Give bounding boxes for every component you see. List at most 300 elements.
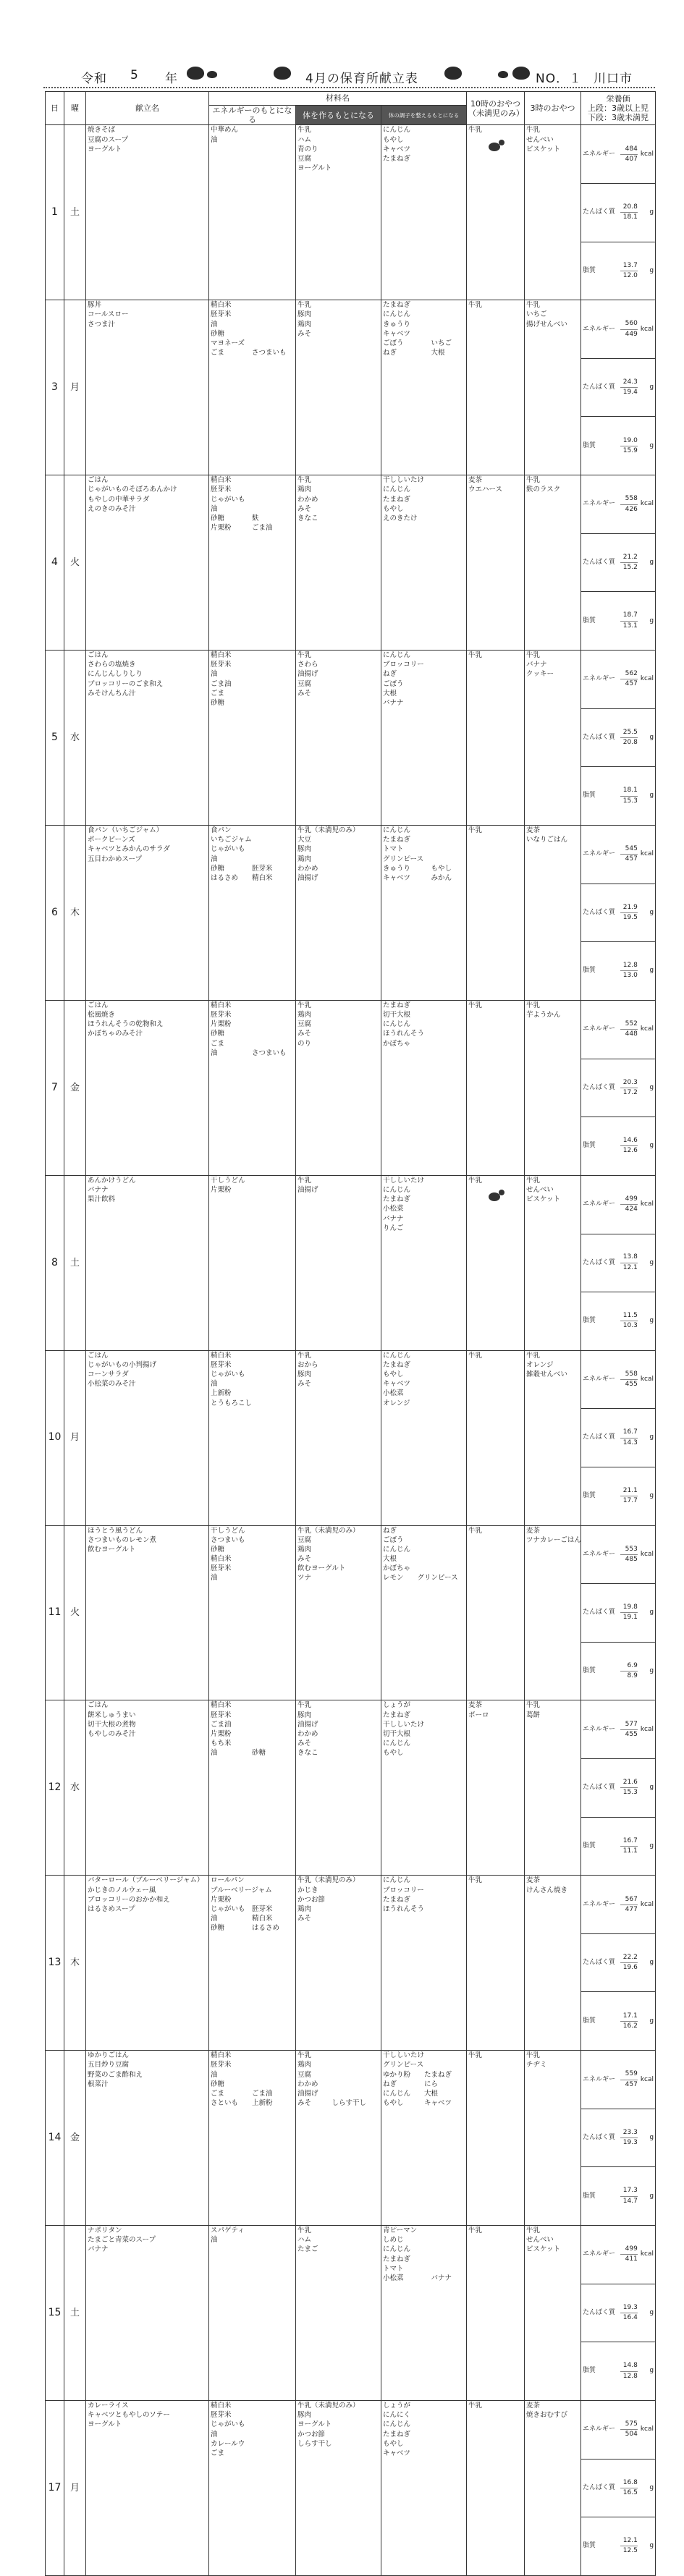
- menu-items-line: にんじんしりしり: [88, 670, 143, 679]
- fat-unit: g: [649, 1142, 654, 1150]
- menu-items-line: 野菜のごま酢和え: [88, 2070, 143, 2079]
- body-ingredients-line: わかめ: [297, 495, 318, 504]
- table-row: [46, 825, 656, 1000]
- snack3-line: 牛乳: [526, 2051, 541, 2060]
- nutrition-lower: 下段：3歳未満児: [588, 113, 649, 123]
- energy-lower: 455: [625, 1381, 638, 1389]
- energy-label: エネルギー: [581, 1876, 619, 1933]
- snack3: [525, 300, 581, 475]
- energy-ingredients-line: 砂糖: [211, 2080, 225, 2088]
- energy-label: エネルギー: [581, 1700, 619, 1758]
- energy-ingredients-line: 精白米: [211, 651, 232, 660]
- nutrition-table: [581, 475, 655, 650]
- snack3-line: 牛乳: [526, 1701, 541, 1710]
- energy-lower: 455: [625, 1730, 638, 1738]
- energy-ingredients-line: 油: [211, 1574, 218, 1583]
- energy-ingredients-line: 油: [211, 135, 218, 144]
- protein-label: たんぱく質: [581, 1759, 619, 1817]
- snack3-line: 芋ようかん: [526, 1011, 561, 1020]
- fat-upper: 19.0: [620, 436, 638, 446]
- protein-label: たんぱく質: [581, 533, 619, 591]
- doodle-icon: [483, 140, 512, 157]
- energy-ingredients: [209, 125, 296, 300]
- fat-label: 脂質: [583, 1317, 596, 1325]
- energy-values: [619, 1001, 639, 1059]
- day-number: 11: [46, 1525, 64, 1700]
- energy-ingredients-line: 砂糖: [211, 699, 225, 708]
- fat-label: 脂質: [583, 266, 596, 274]
- protein-upper: 23.3: [620, 2128, 638, 2138]
- condition-ingredients: [381, 1876, 467, 2051]
- condition-ingredients-line: にんじん: [383, 1020, 411, 1029]
- day-number: 6: [46, 825, 64, 1000]
- snack3-line: バナナ: [526, 661, 547, 669]
- energy-upper: 484: [620, 145, 638, 155]
- menu-items-line: 豆腐のスープ: [88, 135, 129, 144]
- energy-ingredients-line: 油: [211, 2070, 218, 2079]
- condition-ingredients: [381, 2051, 467, 2226]
- protein-upper: 22.2: [620, 1953, 638, 1963]
- nutrition-table: [581, 2401, 655, 2575]
- snack3-line: 葛餅: [526, 1711, 541, 1719]
- fat-lower: 17.7: [622, 1497, 638, 1505]
- energy-ingredients-line: 精白米: [211, 1555, 232, 1564]
- fat-upper: 16.7: [620, 1836, 638, 1847]
- condition-ingredients-line: たまねぎ: [383, 1195, 411, 1204]
- energy-values: [619, 2226, 639, 2284]
- menu-items-line: えのきのみそ汁: [88, 504, 136, 513]
- condition-ingredients-line: ねぎ: [383, 670, 397, 679]
- body-ingredients-line: わかめ: [297, 864, 318, 873]
- condition-ingredients-line: ごぼう いちご: [383, 339, 452, 348]
- menu-items: [86, 2400, 209, 2575]
- condition-ingredients-line: 小松菜 バナナ: [383, 2274, 452, 2283]
- weekday: 水: [64, 1700, 86, 1876]
- fat-values: [619, 1642, 639, 1700]
- condition-ingredients-line: きゅうり: [383, 320, 411, 329]
- snack10: [467, 1175, 525, 1350]
- snack3-line: ビスケット: [526, 1195, 561, 1204]
- energy-upper: 545: [620, 844, 638, 855]
- nutrition-cell: [581, 1175, 656, 1350]
- energy-ingredients: [209, 825, 296, 1000]
- fat-label: 脂質: [583, 792, 596, 800]
- menu-items: [86, 475, 209, 651]
- energy-ingredients-line: ごま: [211, 689, 225, 698]
- fat-label: 脂質: [583, 2017, 596, 2025]
- protein-label: たんぱく質: [581, 1059, 619, 1117]
- protein-values: [619, 1584, 639, 1642]
- snack3-line: 牛乳: [526, 1001, 541, 1009]
- protein-unit: g: [639, 1059, 655, 1117]
- snack10: [467, 651, 525, 826]
- fat-unit: g: [649, 967, 654, 975]
- protein-lower: 19.4: [622, 389, 638, 397]
- snack3-line: 焼きおむすび: [526, 2411, 568, 2420]
- energy-unit: kcal: [639, 1351, 655, 1409]
- condition-ingredients-line: 干ししいたけ: [383, 2051, 425, 2060]
- energy-ingredients-line: 胚芽米: [211, 1711, 232, 1719]
- menu-items-line: バターロール（ブルーベリージャム）: [88, 1876, 204, 1885]
- menu-items-line: ごはん: [88, 1701, 109, 1710]
- fat-lower: 13.0: [622, 972, 638, 980]
- body-ingredients-line: みそ しらす干し: [297, 2099, 367, 2108]
- fat-lower: 16.2: [622, 2022, 638, 2030]
- condition-ingredients-line: かぼちゃ: [383, 1564, 411, 1573]
- condition-ingredients-line: りんご: [383, 1224, 404, 1232]
- energy-values: [619, 2051, 639, 2109]
- condition-ingredients-line: にんじん: [383, 1351, 411, 1360]
- protein-unit: g: [639, 184, 655, 242]
- snack10: [467, 125, 525, 300]
- table-row: [46, 300, 656, 475]
- energy-label: エネルギー: [581, 300, 619, 358]
- snack3-line: けんさん焼き: [526, 1886, 568, 1894]
- energy-ingredients: [209, 1700, 296, 1876]
- protein-values: [619, 359, 639, 417]
- energy-unit: kcal: [639, 651, 655, 708]
- nutrition-table: [581, 651, 655, 825]
- snack3: [525, 1000, 581, 1175]
- body-ingredients-line: しらす干し: [297, 2439, 332, 2448]
- energy-ingredients: [209, 300, 296, 475]
- energy-ingredients: [209, 1525, 296, 1700]
- city-name: 川口市: [594, 72, 633, 86]
- energy-ingredients-line: 油: [211, 855, 218, 863]
- energy-ingredients-line: 胚芽米: [211, 1360, 232, 1369]
- weekday: 土: [64, 1175, 86, 1350]
- fat-lower: 12.5: [622, 2547, 638, 2555]
- snack3-line: 麦茶: [526, 1876, 541, 1885]
- fat-unit: g: [649, 2192, 654, 2200]
- protein-upper: 20.3: [620, 1078, 638, 1088]
- energy-lower: 485: [625, 1555, 638, 1563]
- energy-values: [619, 826, 639, 884]
- doodle-head: [499, 1190, 504, 1195]
- protein-lower: 12.1: [622, 1263, 638, 1271]
- snack3-line: クッキー: [526, 670, 554, 679]
- nutrition-cell: [581, 2400, 656, 2575]
- nutrition-table: [581, 1876, 655, 2050]
- weekday: 火: [64, 1525, 86, 1700]
- energy-ingredients-line: 砂糖 麩: [211, 514, 259, 522]
- nutrition-cell: [581, 651, 656, 826]
- protein-unit: g: [639, 1759, 655, 1817]
- fat-upper: 13.7: [620, 261, 638, 271]
- energy-ingredients-line: スパゲティ: [211, 2227, 245, 2235]
- col-day: 日: [46, 92, 64, 125]
- energy-ingredients-line: じゃがいも: [211, 495, 245, 504]
- fat-values: [619, 417, 639, 475]
- condition-ingredients-line: にんじん 大根: [383, 2089, 439, 2098]
- menu-items-line: ポークビーンズ: [88, 836, 135, 844]
- menu-items-line: コーンサラダ: [88, 1370, 129, 1379]
- energy-ingredients: [209, 1000, 296, 1175]
- body-ingredients-line: わかめ: [297, 2080, 318, 2088]
- protein-unit: g: [639, 1409, 655, 1467]
- condition-ingredients-line: もやし: [383, 2439, 404, 2448]
- snack10: [467, 1000, 525, 1175]
- condition-ingredients: [381, 2400, 467, 2575]
- day-number: 5: [46, 651, 64, 826]
- energy-ingredients-line: いちごジャム: [211, 836, 252, 844]
- menu-items-line: 食パン（いちごジャム）: [88, 826, 164, 834]
- energy-ingredients-line: 精白米: [211, 301, 232, 310]
- nutrition-cell: [581, 1700, 656, 1876]
- snack10: [467, 475, 525, 651]
- body-ingredients-line: 豚肉: [297, 845, 312, 854]
- condition-ingredients: [381, 2226, 467, 2401]
- snack10-line: 牛乳: [468, 1176, 483, 1185]
- menu-items-line: 切干大根の煮物: [88, 1720, 136, 1729]
- snack10: [467, 825, 525, 1000]
- protein-label: たんぱく質: [581, 708, 619, 766]
- fat-upper: 18.7: [620, 611, 638, 621]
- body-ingredients: [296, 1175, 381, 1350]
- fat-label: 脂質: [583, 441, 596, 449]
- body-ingredients-line: みそ: [297, 329, 312, 338]
- protein-upper: 21.9: [620, 903, 638, 913]
- day-number: 3: [46, 300, 64, 475]
- nutrition-cell: [581, 1350, 656, 1525]
- energy-ingredients-line: 片栗粉: [211, 1729, 232, 1738]
- day-number: 1: [46, 125, 64, 300]
- weekday: 水: [64, 651, 86, 826]
- condition-ingredients: [381, 1175, 467, 1350]
- fat-unit: g: [649, 441, 654, 449]
- snack10: [467, 300, 525, 475]
- weekday: 土: [64, 125, 86, 300]
- nutrition-table: [581, 826, 655, 1000]
- body-ingredients-line: みそ: [297, 689, 312, 698]
- fat-unit: g: [649, 1666, 654, 1674]
- condition-ingredients-line: ほうれんそう: [383, 1030, 425, 1038]
- energy-label: エネルギー: [581, 125, 619, 183]
- day-number: 13: [46, 1876, 64, 2051]
- energy-ingredients-line: 砂糖 はるさめ: [211, 1924, 280, 1933]
- condition-ingredients-line: 大根: [383, 1555, 397, 1564]
- energy-lower: 424: [625, 1206, 638, 1213]
- header-dotted-rule: [43, 87, 655, 88]
- energy-label: エネルギー: [581, 475, 619, 533]
- body-ingredients-line: ツナ: [297, 1574, 312, 1583]
- table-row: [46, 1175, 656, 1350]
- condition-ingredients-line: にんじん: [383, 1185, 411, 1194]
- fat-lower: 11.1: [622, 1847, 638, 1855]
- nutrition-table: [581, 1526, 655, 1700]
- energy-values: [619, 1876, 639, 1933]
- snack10: [467, 2051, 525, 2226]
- protein-lower: 19.5: [622, 913, 638, 921]
- energy-ingredients-line: 片栗粉: [211, 1020, 232, 1029]
- protein-label: たんぱく質: [581, 2459, 619, 2517]
- body-ingredients-line: のり: [297, 1039, 312, 1048]
- energy-lower: 477: [625, 1905, 638, 1913]
- fat-upper: 17.1: [620, 2012, 638, 2022]
- fat-upper: 17.3: [620, 2186, 638, 2196]
- body-ingredients-line: 鶏肉: [297, 1905, 312, 1913]
- body-ingredients: [296, 2051, 381, 2226]
- energy-upper: 558: [620, 1370, 638, 1380]
- condition-ingredients-line: レモン グリンピース: [383, 1574, 458, 1583]
- snack10-line: 牛乳: [468, 1876, 483, 1885]
- energy-label: エネルギー: [581, 2051, 619, 2109]
- energy-values: [619, 1351, 639, 1409]
- condition-ingredients: [381, 1350, 467, 1525]
- fat-values: [619, 2342, 639, 2400]
- fat-values: [619, 767, 639, 825]
- body-ingredients-line: 牛乳: [297, 1001, 312, 1009]
- condition-ingredients: [381, 300, 467, 475]
- protein-unit: g: [639, 1934, 655, 1992]
- snack10-line: 牛乳: [468, 826, 483, 834]
- nutrition-cell: [581, 125, 656, 300]
- protein-values: [619, 1759, 639, 1817]
- day-number: 8: [46, 1175, 64, 1350]
- energy-ingredients-line: 胚芽米: [211, 2061, 232, 2069]
- snack3: [525, 1175, 581, 1350]
- energy-lower: 457: [625, 2080, 638, 2088]
- energy-ingredients-line: さつまいも: [211, 1535, 245, 1544]
- body-ingredients-line: 豚肉: [297, 310, 312, 319]
- energy-upper: 499: [620, 2245, 638, 2255]
- snack3-line: せんべい: [526, 2236, 554, 2245]
- fat-unit: g: [649, 2542, 654, 2550]
- body-ingredients-line: かつお節: [297, 2430, 326, 2439]
- energy-label: エネルギー: [581, 1526, 619, 1584]
- menu-items-line: じゃがいものそぼろあんかけ: [88, 486, 177, 494]
- fat-lower: 10.3: [622, 1322, 638, 1330]
- energy-ingredients-line: マヨネーズ: [211, 339, 245, 348]
- condition-ingredients-line: バナナ: [383, 1214, 404, 1223]
- condition-ingredients-line: キャベツ: [383, 1380, 411, 1389]
- body-ingredients-line: 鶏肉: [297, 1011, 312, 1020]
- nutrition-table: [581, 1176, 655, 1350]
- energy-ingredients: [209, 651, 296, 826]
- col-nutrition: [581, 92, 656, 125]
- body-ingredients-line: 油揚げ: [297, 873, 318, 882]
- menu-items-line: ほうれんそうの乾物和え: [88, 1020, 164, 1029]
- energy-values: [619, 1700, 639, 1758]
- condition-ingredients-line: にんじん: [383, 1545, 411, 1554]
- year-unit: 年: [165, 72, 178, 86]
- page-title: 4月の保育所献立表: [305, 72, 418, 86]
- condition-ingredients-line: ごぼう: [383, 679, 404, 688]
- energy-ingredients: [209, 1876, 296, 2051]
- sheet-number: NO．１: [536, 72, 583, 86]
- energy-unit: kcal: [639, 2226, 655, 2284]
- protein-lower: 16.4: [622, 2314, 638, 2322]
- menu-items-line: みそけんちん汁: [88, 689, 136, 698]
- snack3-line: チヂミ: [526, 2061, 547, 2069]
- energy-ingredients-line: 中華めん: [211, 126, 239, 135]
- body-ingredients-line: 鶏肉: [297, 1545, 312, 1554]
- energy-values: [619, 2401, 639, 2459]
- snack10-line: 牛乳: [468, 2051, 483, 2060]
- snack3-line: 牛乳: [526, 2227, 541, 2235]
- energy-values: [619, 300, 639, 358]
- snack3-line: 牛乳: [526, 651, 541, 660]
- snack10-line: ボーロ: [468, 1711, 489, 1719]
- body-ingredients: [296, 1876, 381, 2051]
- protein-upper: 25.5: [620, 728, 638, 738]
- snack3-line: 牛乳: [526, 476, 541, 485]
- condition-ingredients-line: たまねぎ: [383, 1895, 411, 1904]
- energy-ingredients-line: 胚芽米: [211, 1011, 232, 1020]
- condition-ingredients-line: キャベツ: [383, 2449, 411, 2457]
- table-row: [46, 2226, 656, 2401]
- menu-items-line: かぼちゃのみそ汁: [88, 1030, 143, 1038]
- body-ingredients-line: 豚肉: [297, 2411, 312, 2420]
- energy-ingredients-line: じゃがいも 胚芽米: [211, 1905, 273, 1913]
- condition-ingredients-line: キャベツ: [383, 145, 411, 153]
- weekday: 火: [64, 475, 86, 651]
- body-ingredients-line: 鶏肉: [297, 2061, 312, 2069]
- fat-lower: 13.1: [622, 622, 638, 630]
- fat-values: [619, 1467, 639, 1525]
- energy-upper: 499: [620, 1195, 638, 1205]
- snack3: [525, 2226, 581, 2401]
- snack3: [525, 1525, 581, 1700]
- condition-ingredients: [381, 1700, 467, 1876]
- snack10-line: 牛乳: [468, 2401, 483, 2410]
- protein-upper: 24.3: [620, 378, 638, 388]
- snack10-line: 麦茶: [468, 476, 483, 485]
- menu-items-line: 飲むヨーグルト: [88, 1545, 136, 1554]
- energy-upper: 552: [620, 1020, 638, 1030]
- protein-values: [619, 884, 639, 941]
- col-menu-name: 献立名: [86, 92, 209, 125]
- energy-ingredients-line: 精白米: [211, 2401, 232, 2410]
- weekday: 木: [64, 1876, 86, 2051]
- snack10: [467, 1525, 525, 1700]
- body-ingredients-line: みそ: [297, 1555, 312, 1564]
- menu-items: [86, 1700, 209, 1876]
- condition-ingredients-line: にんじん: [383, 126, 411, 135]
- energy-ingredients-line: 上新粉: [211, 1389, 232, 1398]
- body-ingredients-line: 豆腐: [297, 154, 312, 163]
- protein-upper: 21.2: [620, 553, 638, 563]
- energy-ingredients: [209, 2400, 296, 2575]
- table-row: [46, 1525, 656, 1700]
- menu-items-line: 根菜汁: [88, 2080, 109, 2088]
- body-ingredients: [296, 2400, 381, 2575]
- protein-upper: 16.8: [620, 2478, 638, 2488]
- energy-ingredients: [209, 2051, 296, 2226]
- fat-unit: g: [649, 2017, 654, 2025]
- energy-lower: 504: [625, 2431, 638, 2439]
- energy-unit: kcal: [639, 1700, 655, 1758]
- snack10-line: 牛乳: [468, 651, 483, 660]
- energy-lower: 457: [625, 855, 638, 863]
- fat-label: 脂質: [583, 1492, 596, 1500]
- table-row: [46, 1700, 656, 1876]
- menu-items-line: ヨーグルト: [88, 145, 122, 153]
- body-ingredients: [296, 2226, 381, 2401]
- menu-items-line: ごはん: [88, 651, 109, 660]
- day-number: 4: [46, 475, 64, 651]
- menu-items: [86, 1175, 209, 1350]
- energy-ingredients-line: 油: [211, 2430, 218, 2439]
- table-row: [46, 1876, 656, 2051]
- energy-label: エネルギー: [581, 1351, 619, 1409]
- fat-upper: 12.1: [620, 2536, 638, 2546]
- day-number: 10: [46, 1350, 64, 1525]
- body-ingredients-line: たまご: [297, 2245, 318, 2254]
- protein-upper: 20.8: [620, 203, 638, 213]
- energy-ingredients-line: もち米: [211, 1740, 232, 1748]
- table-row: [46, 1350, 656, 1525]
